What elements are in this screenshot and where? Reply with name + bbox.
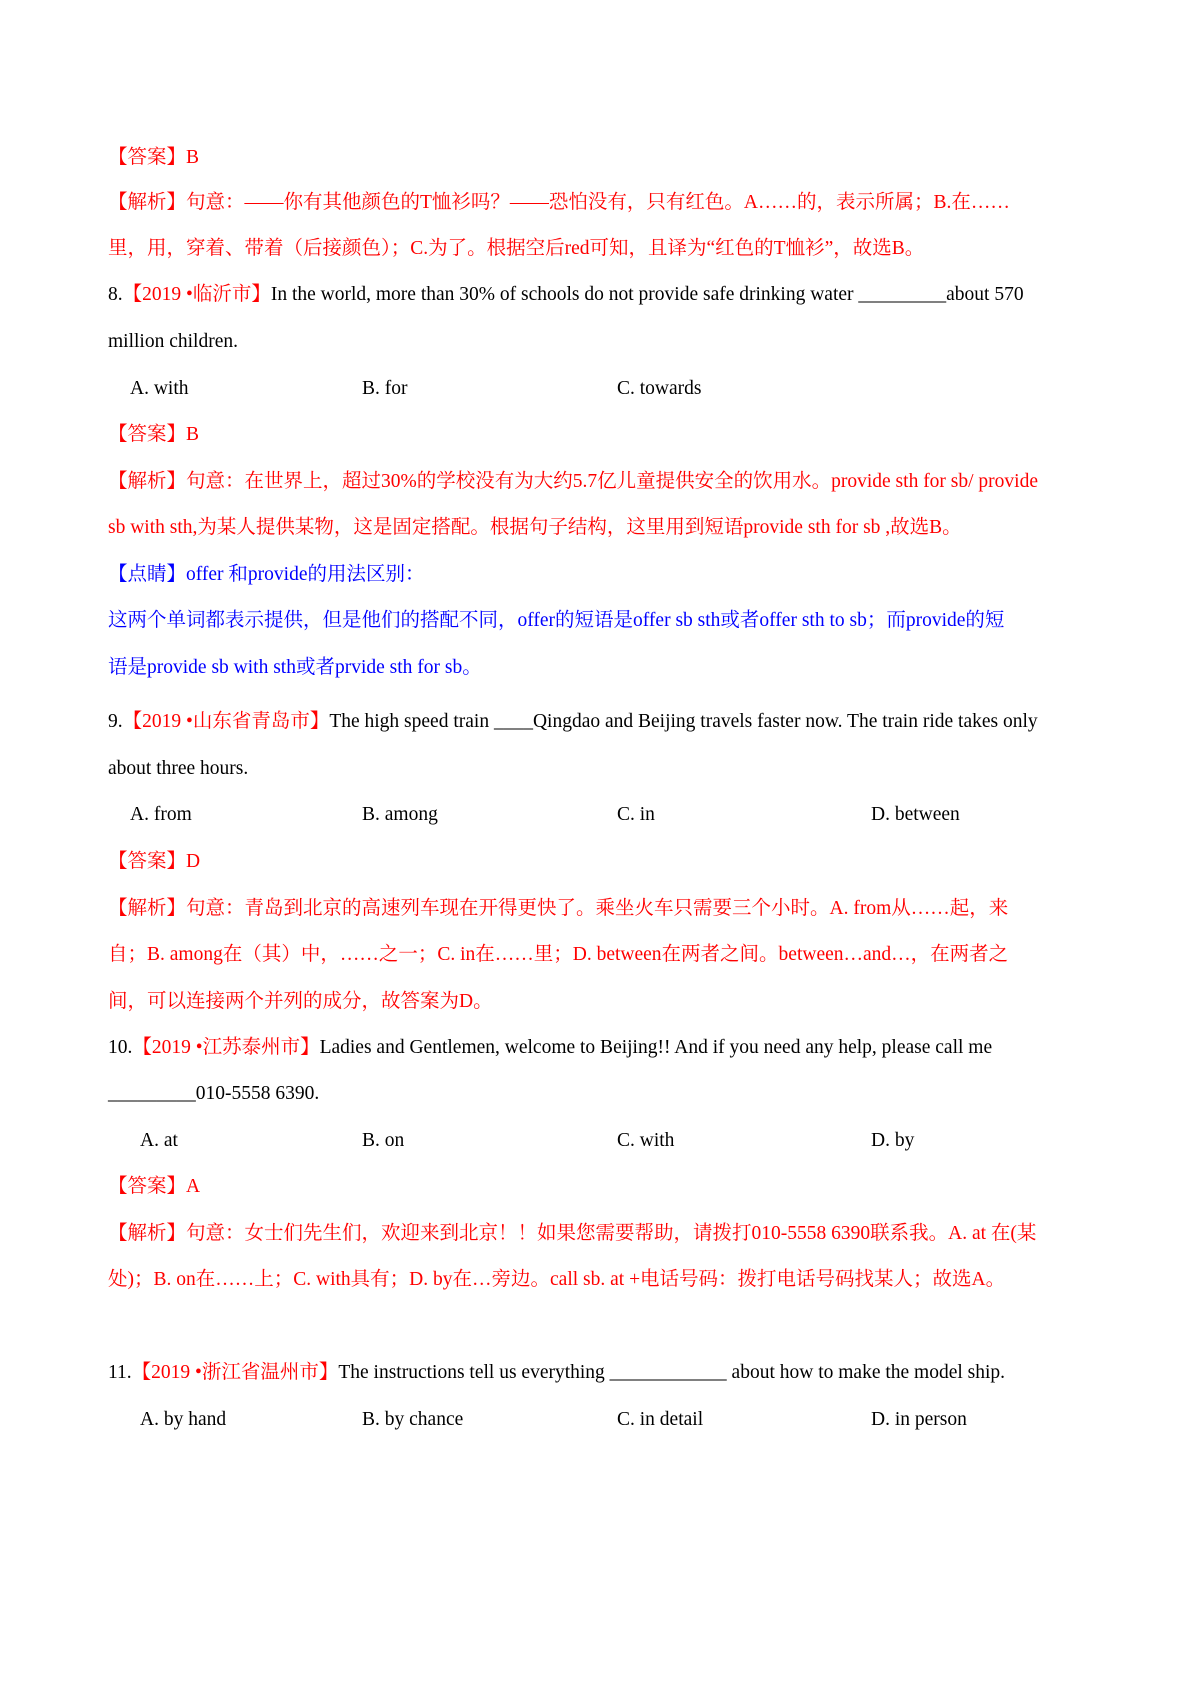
q9-option-c: C. in: [617, 804, 655, 825]
q11-option-a: A. by hand: [140, 1409, 227, 1430]
q10-stem-line-1: [108, 1035, 992, 1061]
q9-option-a: A. from: [130, 804, 192, 825]
q11-stem-text: The instructions tell us everything ____________ about how to make the model ship.: [338, 1362, 1006, 1383]
q11-source: 【2019 •浙江省温州市】: [131, 1362, 339, 1383]
q8-answer: 【答案】B: [108, 424, 200, 445]
q8-stem-line-2: million children.: [108, 331, 238, 352]
q8-option-b: B. for: [362, 378, 408, 399]
q9-stem-line-1: [108, 709, 1038, 735]
q9-answer: 【答案】D: [108, 851, 201, 872]
q9-option-d: D. between: [871, 804, 960, 825]
prev-analysis-line-1: 【解析】句意：——你有其他颜色的T恤衫吗？——恐怕没有，只有红色。A……的，表示所属；B.在……: [108, 192, 1010, 213]
q10-analysis-line-2: 处)；B. on在……上；C. with具有；D. by在…旁边。call sb. at +电话号码：拨打电话号码找某人；故选A。: [108, 1269, 1006, 1290]
q11-option-d: D. in person: [871, 1409, 967, 1430]
q9-stem-line-2: about three hours.: [108, 758, 249, 779]
q8-tip-line-1: 【点睛】offer 和provide的用法区别：: [108, 564, 425, 585]
q8-source: 【2019 •临沂市】: [122, 284, 271, 305]
q8-tip-line-3: 语是provide sb with sth或者prvide sth for sb。: [108, 657, 482, 678]
q8-option-a: A. with: [130, 378, 189, 399]
q9-analysis-line-2: 自；B. among在（其）中，……之一；C. in在……里；D. between在两者之间。between…and…，在两者之: [108, 944, 1009, 965]
q9-stem-text: The high speed train ____Qingdao and Beijing travels faster now. The train ride takes only: [329, 711, 1038, 732]
q11-options: [0, 1407, 1200, 1433]
q11-stem-line-1: [108, 1360, 1005, 1386]
q9-options: [0, 802, 1200, 828]
q8-options: [0, 376, 1200, 402]
q11-option-c: C. in detail: [617, 1409, 704, 1430]
q8-number: 8.: [108, 284, 123, 305]
q10-option-c: C. with: [617, 1130, 675, 1151]
q11-number: 11.: [108, 1362, 132, 1383]
q10-answer: 【答案】A: [108, 1176, 201, 1197]
q10-options: [0, 1128, 1200, 1154]
q8-tip-line-2: 这两个单词都表示提供，但是他们的搭配不同，offer的短语是offer sb sth或者offer sth to sb；而provide的短: [108, 610, 1005, 631]
q9-analysis-line-3: 间，可以连接两个并列的成分，故答案为D。: [108, 991, 493, 1012]
q8-analysis-line-2: sb with sth,为某人提供某物，这是固定搭配。根据句子结构，这里用到短语provide sth for sb ,故选B。: [108, 517, 962, 538]
q10-option-b: B. on: [362, 1130, 405, 1151]
prev-answer: 【答案】B: [108, 147, 200, 168]
q8-option-c: C. towards: [617, 378, 702, 399]
q10-analysis-line-1: 【解析】句意：女士们先生们，欢迎来到北京！！如果您需要帮助，请拨打010-5558 6390联系我。A. at 在(某: [108, 1223, 1037, 1244]
q10-source: 【2019 •江苏泰州市】: [132, 1037, 320, 1058]
q10-option-d: D. by: [871, 1130, 915, 1151]
q10-stem-line-2: _________010-5558 6390.: [108, 1083, 320, 1104]
q8-stem-line-1: [108, 282, 1024, 308]
q8-analysis-line-1: 【解析】句意：在世界上，超过30%的学校没有为大约5.7亿儿童提供安全的饮用水。provide sth for sb/ provide: [108, 471, 1039, 492]
q9-analysis-line-1: 【解析】句意：青岛到北京的高速列车现在开得更快了。乘坐火车只需要三个小时。A. from从……起，来: [108, 898, 1009, 919]
q9-source: 【2019 •山东省青岛市】: [122, 711, 330, 732]
prev-analysis-line-2: 里，用，穿着、带着（后接颜色）；C.为了。根据空后red可知，且译为“红色的T恤衫”，故选B。: [108, 238, 925, 259]
q9-option-b: B. among: [362, 804, 438, 825]
q10-stem-text: Ladies and Gentlemen, welcome to Beijing!! And if you need any help, please call me: [319, 1037, 993, 1058]
q11-option-b: B. by chance: [362, 1409, 464, 1430]
q8-stem-text: In the world, more than 30% of schools do not provide safe drinking water _________about 570: [270, 284, 1024, 305]
q10-option-a: A. at: [140, 1130, 178, 1151]
q10-number: 10.: [108, 1037, 133, 1058]
q9-number: 9.: [108, 711, 123, 732]
